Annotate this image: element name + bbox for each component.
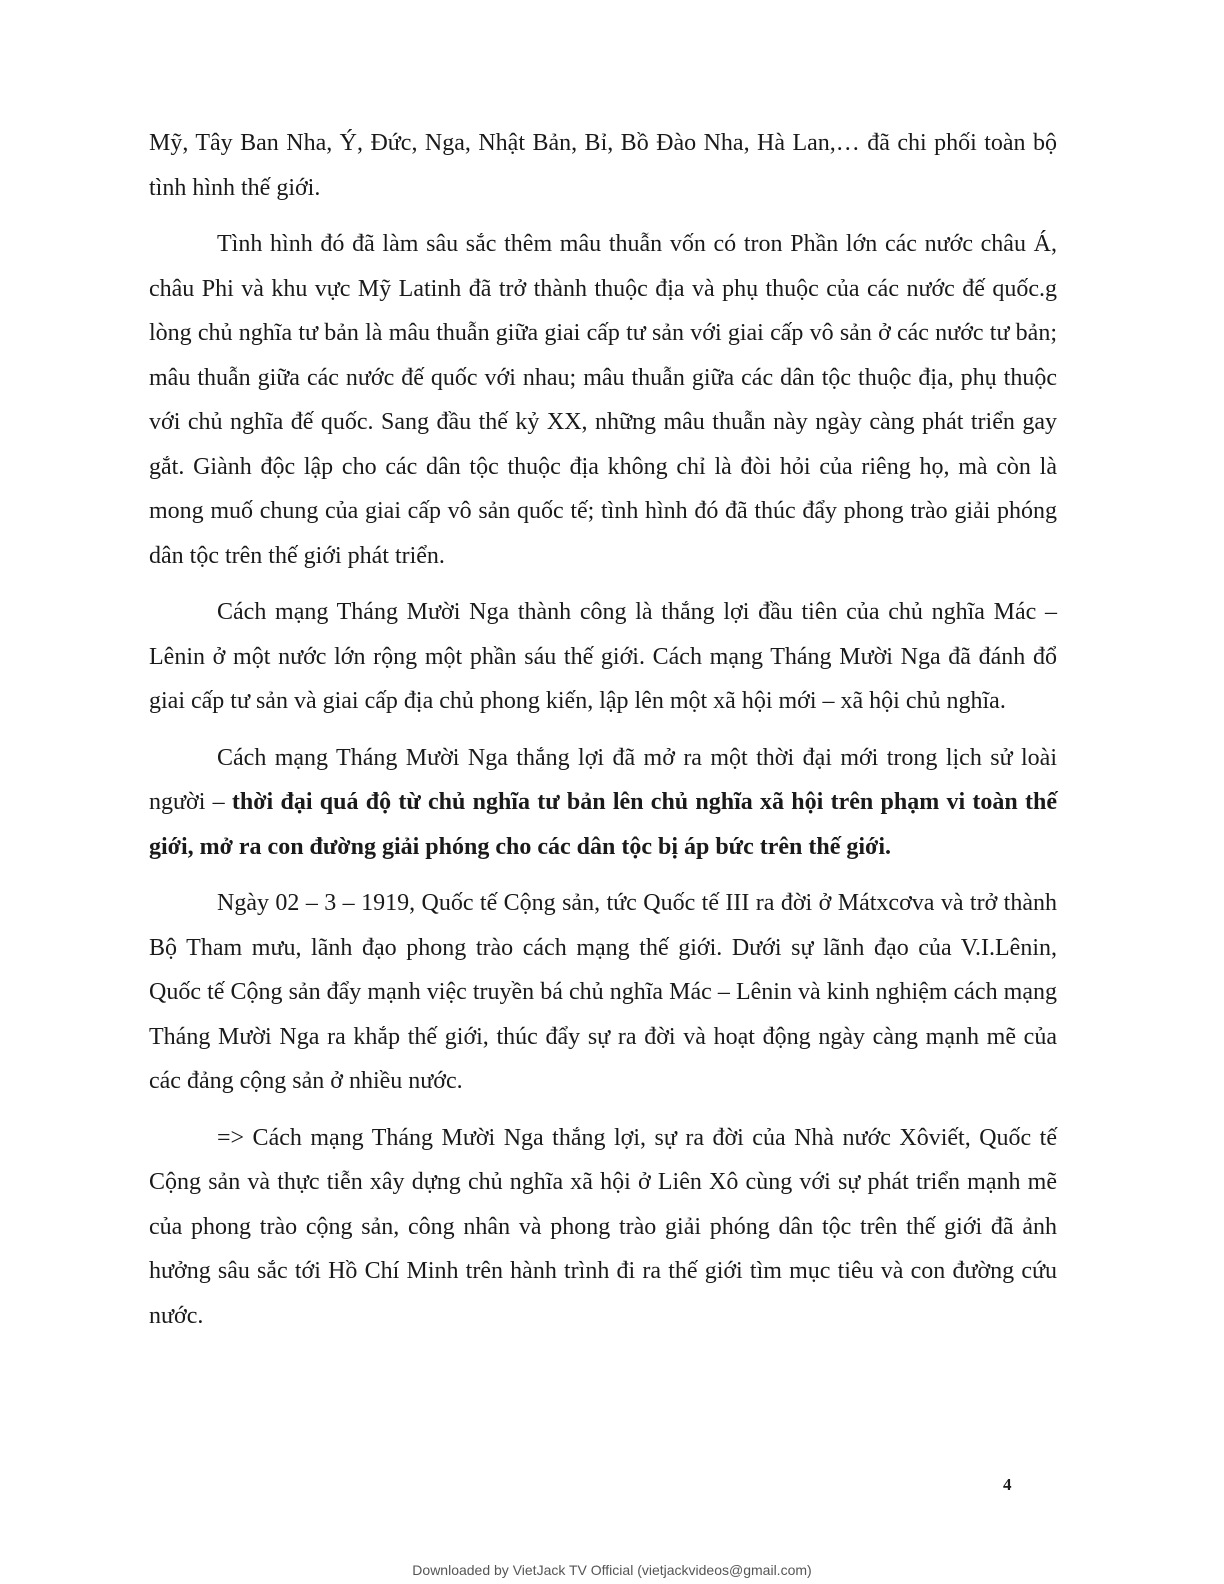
paragraph-new-era bbox=[149, 736, 1057, 870]
paragraph-new-era-text: Cách mạng Tháng Mười Nga thắng lợi đã mở ra một thời đại mới trong lịch sử loài người – bbox=[149, 744, 1057, 815]
download-footer: Downloaded by VietJack TV Official (vietjackvideos@gmail.com) bbox=[412, 1562, 812, 1578]
document-body bbox=[149, 121, 1057, 1350]
paragraph-october-revolution: Cách mạng Tháng Mười Nga thành công là thắng lợi đầu tiên của chủ nghĩa Mác – Lênin ở một nước lớn rộng một phần sáu thế giới. Cách mạng Tháng Mười Nga đã đánh đổ giai cấp tư sản và giai cấp địa chủ phong kiến, lập lên một xã hội mới – xã hội chủ nghĩa. bbox=[149, 599, 1057, 714]
paragraph-continuation: Mỹ, Tây Ban Nha, Ý, Đức, Nga, Nhật Bản, Bỉ, Bồ Đào Nha, Hà Lan,… đã chi phối toàn bộ tình hình thế giới. bbox=[149, 130, 1057, 201]
paragraph-conclusion: => Cách mạng Tháng Mười Nga thắng lợi, sự ra đời của Nhà nước Xôviết, Quốc tế Cộng sản và thực tiễn xây dựng chủ nghĩa xã hội ở Liên Xô cùng với sự phát triển mạnh mẽ của phong trào cộng sản, công nhân và phong trào giải phóng dân tộc trên thế giới đã ảnh hưởng sâu sắc tới Hồ Chí Minh trên hành trình đi ra thế giới tìm mục tiêu và con đường cứu nước. bbox=[149, 1124, 1057, 1329]
page-number: 4 bbox=[1003, 1475, 1012, 1494]
paragraph-comintern: Ngày 02 – 3 – 1919, Quốc tế Cộng sản, tức Quốc tế III ra đời ở Mátxcơva và trở thành Bộ Tham mưu, lãnh đạo phong trào cách mạng thế giới. Dưới sự lãnh đạo của V.I.Lênin, Quốc tế Cộng sản đẩy mạnh việc truyền bá chủ nghĩa Mác – Lênin và kinh nghiệm cách mạng Tháng Mười Nga ra khắp thế giới, thúc đẩy sự ra đời và hoạt động ngày càng mạnh mẽ của các đảng cộng sản ở nhiều nước. bbox=[149, 890, 1057, 1094]
paragraph-contradictions: Tình hình đó đã làm sâu sắc thêm mâu thuẫn vốn có tron Phần lớn các nước châu Á, châu Phi và khu vực Mỹ Latinh đã trở thành thuộc địa và phụ thuộc của các nước đế quốc.g lòng chủ nghĩa tư bản là mâu thuẫn giữa giai cấp tư sản với giai cấp vô sản ở các nước tư bản; mâu thuẫn giữa các nước đế quốc với nhau; mâu thuẫn giữa các dân tộc thuộc địa, phụ thuộc với chủ nghĩa đế quốc. Sang đầu thế kỷ XX, những mâu thuẫn này ngày càng phát triển gay gắt. Giành độc lập cho các dân tộc thuộc địa không chỉ là đòi hỏi của riêng họ, mà còn là mong muố chung của giai cấp vô sản quốc tế; tình hình đó đã thúc đẩy phong trào giải phóng dân tộc trên thế giới phát triển. bbox=[149, 231, 1057, 569]
paragraph-new-era-bold: thời đại quá độ từ chủ nghĩa tư bản lên chủ nghĩa xã hội trên phạm vi toàn thế giới, mở ra con đường giải phóng cho các dân tộc bị áp bức trên thế giới. bbox=[149, 789, 1057, 860]
